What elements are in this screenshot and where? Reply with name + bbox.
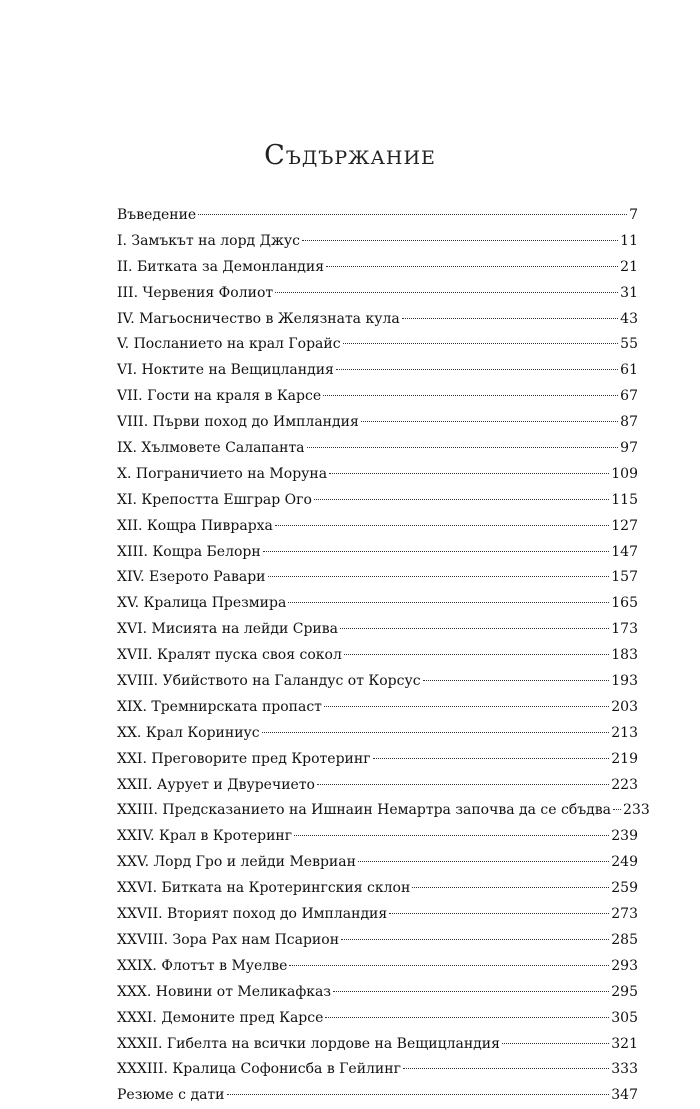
toc-entry [117,229,638,255]
toc-entry-label: XXIX. Флотът в Муелве [117,957,288,974]
dot-leader [389,913,609,914]
dot-leader [341,939,609,940]
toc-entry [117,928,638,954]
dot-leader [268,576,610,577]
toc-entry-label: XXIV. Крал в Кротеринг [117,828,293,845]
dot-leader [423,680,610,681]
toc-entry-label: XI. Крепостта Ешграр Ого [117,491,312,508]
toc-entry-label: XVII. Кралят пуска своя сокол [117,647,342,664]
toc-entry-label: XV. Кралица Презмира [117,595,287,612]
toc-entry-label: XIII. Кощра Белорн [117,543,261,560]
toc-entry [117,281,638,307]
dot-leader [324,706,609,707]
toc-entry [117,1083,638,1109]
toc-entry-label: XXXI. Демоните пред Карсе [117,1009,324,1026]
toc-entry-page-number: 43 [620,310,638,327]
dot-leader [294,835,609,836]
dot-leader [412,887,609,888]
toc-entry-page-number: 293 [611,957,638,974]
toc-entry [117,980,638,1006]
dot-leader [402,318,618,319]
toc-entry-label: XXI. Преговорите пред Кротеринг [117,750,371,767]
toc-entry [117,358,638,384]
toc-entry-label: XXII. Аурует и Двуречието [117,776,315,793]
toc-entry [117,747,638,773]
toc-entry-page-number: 21 [620,258,638,275]
dot-leader [326,266,618,267]
toc-entry-label: XIX. Тремнирската пропаст [117,698,322,715]
toc-entry-page-number: 239 [611,828,638,845]
toc-entry-label: XVI. Мисията на лейди Срива [117,621,338,638]
toc-entry-label: XXV. Лорд Гро и лейди Мевриан [117,854,356,871]
toc-entry-label: XVIII. Убийството на Галандус от Корсус [117,673,421,690]
toc-entry [117,255,638,281]
dot-leader [302,240,618,241]
toc-entry [117,721,638,747]
dot-leader [323,395,618,396]
toc-entry-label: XXIII. Предсказанието на Ишнаин Немартра започва да се сбъдва [117,802,612,819]
dot-leader [263,551,610,552]
toc-entry [117,514,638,540]
dot-leader [333,991,609,992]
toc-entry-page-number: 165 [611,595,638,612]
toc-entry-label: Въведение [117,207,197,223]
toc-entry-page-number: 193 [611,673,638,690]
dot-leader [344,654,609,655]
toc-entry [117,669,638,695]
toc-entry [117,695,638,721]
toc-entry-page-number: 87 [620,414,638,431]
toc-entry-page-number: 321 [611,1035,638,1052]
page-title: Съдържание [264,140,436,171]
toc-entry-label: Резюме с дати [117,1087,225,1104]
toc-entry-page-number: 147 [611,543,638,560]
dot-leader [329,473,609,474]
dot-leader [502,1043,609,1044]
toc-entry-page-number: 203 [611,698,638,715]
toc-entry [117,488,638,514]
toc-entry-page-number: 213 [611,724,638,741]
dot-leader [317,784,609,785]
toc-entry-page-number: 347 [611,1087,638,1104]
toc-entry-page-number: 223 [611,776,638,793]
toc-entry-label: XXXII. Гибелта на всички лордове на Вещицландия [117,1035,500,1052]
toc-entry [117,902,638,928]
toc-entry-label: II. Битката за Демонландия [117,258,325,275]
toc-entry [117,798,650,824]
dot-leader [336,369,618,370]
toc-entry-page-number: 31 [620,284,638,301]
toc-entry [117,591,638,617]
toc-entry-label: XXVIII. Зора Рах нам Псарион [117,931,340,948]
toc-entry [117,410,638,436]
toc-entry [117,850,638,876]
toc-entry-label: III. Червения Фолиот [117,284,274,301]
dot-leader [227,1094,610,1095]
toc-entry-page-number: 233 [623,802,650,819]
toc-entry-page-number: 173 [611,621,638,638]
dot-leader [288,602,609,603]
toc-entry-label: XX. Крал Кориниус [117,724,260,741]
toc-entry-label: X. Пограничието на Моруна [117,465,328,482]
dot-leader [314,499,609,500]
dot-leader [358,861,609,862]
dot-leader [613,809,621,810]
toc-entry-page-number: 127 [611,517,638,534]
toc-entry-label: XXVI. Битката на Кротерингския склон [117,880,411,897]
dot-leader [340,628,609,629]
dot-leader [373,758,610,759]
toc-entry-label: VI. Ноктите на Вещицландия [117,362,334,379]
toc-entry [117,540,638,566]
dot-leader [403,1068,609,1069]
toc-entry-page-number: 259 [611,880,638,897]
toc-entry-page-number: 7 [629,207,638,223]
toc-entry [117,1006,638,1032]
toc-entry [117,565,638,591]
toc-entry-page-number: 55 [620,336,638,353]
toc-entry-page-number: 219 [611,750,638,767]
toc-entry-page-number: 67 [620,388,638,405]
toc-entry-page-number: 61 [620,362,638,379]
toc-entry-label: XIV. Езерото Равари [117,569,266,586]
toc-entry-page-number: 273 [611,906,638,923]
dot-leader [325,1017,609,1018]
dot-leader [289,965,609,966]
toc-entry-label: I. Замъкът на лорд Джус [117,232,300,249]
toc-entry-label: XXX. Новини от Меликафказ [117,983,332,1000]
toc-entry-page-number: 295 [611,983,638,1000]
toc-entry-page-number: 97 [620,440,638,457]
toc-entry-label: IX. Хълмовете Салапанта [117,440,305,457]
toc-entry-label: VII. Гости на краля в Карсе [117,388,322,405]
toc-entry-page-number: 249 [611,854,638,871]
toc-entry-label: XXXIII. Кралица Софонисба в Гейлинг [117,1061,401,1078]
dot-leader [262,732,610,733]
toc-entry [117,1032,638,1058]
toc-entry [117,876,638,902]
toc-entry-label: XXVII. Вторият поход до Импландия [117,906,388,923]
toc-entry [117,824,638,850]
toc-entry-page-number: 305 [611,1009,638,1026]
dot-leader [275,292,618,293]
table-of-contents [117,203,650,1109]
toc-entry [117,773,638,799]
toc-entry-page-number: 183 [611,647,638,664]
toc-entry [117,643,638,669]
toc-entry-page-number: 109 [611,465,638,482]
dot-leader [307,447,619,448]
dot-leader [361,421,618,422]
toc-entry [117,954,638,980]
toc-entry-page-number: 285 [611,931,638,948]
toc-entry [117,436,638,462]
toc-entry-label: XII. Кощра Пиврарха [117,517,273,534]
toc-entry-page-number: 11 [620,232,638,249]
toc-entry [117,307,638,333]
toc-entry-label: VIII. Първи поход до Импландия [117,414,359,431]
toc-entry [117,203,638,229]
toc-entry [117,384,638,410]
toc-entry [117,332,638,358]
toc-entry [117,462,638,488]
toc-entry [117,1057,638,1083]
toc-entry-page-number: 333 [611,1061,638,1078]
toc-entry-page-number: 157 [611,569,638,586]
toc-entry-label: V. Посланието на крал Горайс [117,336,341,353]
toc-entry [117,617,638,643]
dot-leader [198,214,627,215]
dot-leader [275,525,609,526]
toc-entry-page-number: 115 [611,491,638,508]
dot-leader [343,343,619,344]
toc-entry-label: IV. Магьосничество в Желязната кула [117,310,400,327]
